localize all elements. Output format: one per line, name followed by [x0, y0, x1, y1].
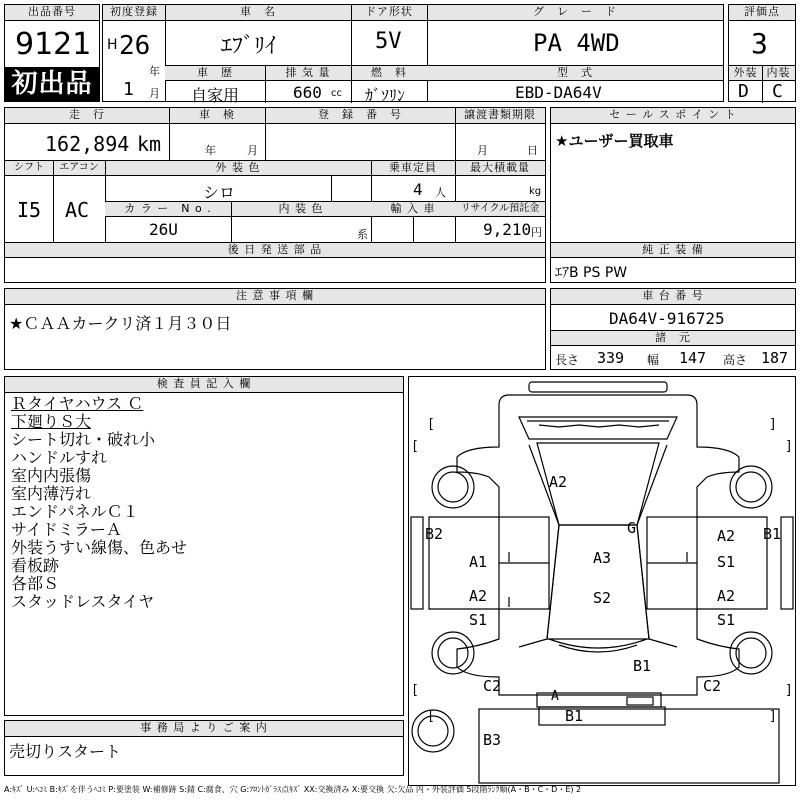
length-value: 339: [597, 349, 625, 367]
inspector-note: 下廻りＳ大: [11, 412, 92, 431]
recycle-value: 9,210: [483, 220, 532, 239]
recycle-unit: 円: [531, 226, 542, 239]
int-color-unit: 系: [357, 228, 368, 241]
inspector-note: 各部Ｓ: [11, 574, 60, 593]
mileage-unit: km: [137, 132, 162, 156]
lot-number-label: 出品番号: [5, 5, 99, 21]
damage-mark: B2: [425, 525, 444, 543]
shift-value: I5: [17, 198, 42, 222]
inspector-note: サイドミラーＡ: [11, 520, 122, 539]
shift-label: シフト: [5, 161, 53, 176]
bracket-right-low: ]: [769, 709, 777, 724]
aircon-label: エアコン: [53, 161, 105, 176]
displacement-unit: cc: [331, 88, 342, 99]
bracket-right-top: ]: [785, 439, 793, 454]
inspector-note: Ｒタイヤハウス Ｃ: [11, 394, 144, 413]
dims-label: 諸 元: [551, 331, 795, 346]
car-name: ｴﾌﾞﾘｲ: [221, 34, 277, 59]
width-label: 幅: [647, 353, 660, 367]
overall-score: 3: [751, 27, 768, 60]
inspector-label: 検 査 員 記 入 欄: [5, 377, 403, 393]
exterior-grade: D: [738, 81, 749, 102]
fuel-label: 燃 料: [351, 66, 427, 81]
bracket-left-low: [: [427, 709, 435, 724]
width-value: 147: [679, 349, 707, 367]
damage-mark: B3: [483, 731, 502, 749]
office-text: 売切りスタート: [9, 742, 122, 761]
later-parts-label: 後 日 発 送 部 品: [5, 243, 545, 258]
transfer-label: 譲渡書類期限: [455, 108, 545, 124]
first-reg-era: H: [107, 37, 118, 53]
color-no-label: カ ラ ー N o .: [105, 202, 231, 217]
lot-number: 9121: [15, 27, 92, 62]
transfer-month-unit: 月: [477, 144, 488, 157]
bracket-left-bottom: [: [411, 683, 419, 698]
grade-label: グ レ ー ド: [427, 5, 723, 21]
vehicle-history: 自家用: [191, 86, 240, 105]
damage-mark: G: [627, 519, 637, 537]
height-value: 187: [761, 349, 789, 367]
legend-text: A:ｷｽﾞ U:ﾍｺﾐ B:ｷｽﾞを伴うﾍｺﾐ P:要塗装 W:補修跡 S:錆 C:腐食、穴 G:ﾌﾛﾝﾄｶﾞﾗｽ点ｷｽﾞ XX:交換済み X:要交換 欠:欠品 内・外装評価 5段階ﾗﾝｸ順(A・B・C・D・E) 2: [4, 785, 582, 794]
vehicle-info-grid: [102, 4, 724, 105]
first-reg-month-unit: 月: [149, 87, 160, 100]
lot-number-box: [4, 4, 100, 102]
displacement: 660: [293, 83, 322, 102]
mileage-value: 162,894: [45, 132, 130, 156]
inspector-note: 室内内張傷: [11, 466, 92, 485]
model-type: EBD-DA64V: [515, 83, 602, 102]
bracket-right-mid: ]: [769, 417, 777, 432]
aircon-value: AC: [65, 198, 90, 222]
score-label: 評価点: [729, 5, 795, 21]
notes-box: [4, 288, 546, 370]
bracket-left-mid: [: [427, 417, 435, 432]
inspector-note: 室内薄汚れ: [11, 484, 92, 503]
height-label: 高さ: [723, 353, 748, 367]
mileage-grid: [4, 107, 546, 283]
grade: PA 4WD: [533, 29, 620, 57]
interior-label: 内装: [762, 66, 795, 81]
door-label: ドア形状: [351, 5, 427, 21]
damage-mark: S1: [717, 553, 736, 571]
capacity-label: 乗車定員: [371, 161, 455, 176]
inspector-notes-list: [11, 395, 187, 611]
damage-mark: A2: [549, 473, 568, 491]
damage-mark: B1: [565, 707, 584, 725]
genuine-equip-text: ｴｱB PS PW: [555, 265, 628, 281]
inspector-note: シート切れ・破れ小: [11, 430, 156, 449]
first-reg-year-unit: 年: [149, 65, 160, 78]
office-label: 事 務 局 よ り ご 案 内: [5, 721, 403, 737]
bracket-left-top: [: [411, 439, 419, 454]
chassis-no: DA64V-916725: [609, 309, 725, 328]
damage-diagram-box: [408, 376, 796, 786]
inspection-label: 車 検: [169, 108, 265, 124]
capacity-value: 4: [413, 180, 423, 199]
reg-no-label: 登 録 番 号: [265, 108, 455, 124]
length-label: 長さ: [555, 353, 580, 367]
sales-point-label: セ ー ル ス ポ イ ン ト: [551, 108, 795, 124]
ext-color-label: 外 装 色: [105, 161, 371, 176]
inspector-box: [4, 376, 404, 716]
damage-mark: C2: [703, 677, 722, 695]
notes-label: 注 意 事 項 欄: [5, 289, 545, 305]
damage-mark: A1: [469, 553, 488, 571]
car-name-label: 車 名: [165, 5, 351, 21]
damage-mark: C2: [483, 677, 502, 695]
inspection-month-unit: 月: [247, 144, 258, 157]
damage-mark: S1: [717, 611, 736, 629]
history-label: 車 歴: [165, 66, 265, 81]
car-diagram: [409, 377, 795, 785]
max-load-label: 最大積載量: [455, 161, 545, 176]
bracket-right-bottom: ]: [785, 683, 793, 698]
max-load-unit: kg: [529, 186, 542, 197]
damage-mark: B1: [633, 657, 652, 675]
mileage-label: 走 行: [5, 108, 169, 124]
sales-point-box: [550, 107, 796, 283]
genuine-equip-label: 純 正 装 備: [551, 243, 795, 258]
door-type: 5V: [375, 29, 402, 54]
inspector-note: ハンドルすれ: [11, 448, 108, 467]
import-label: 輸 入 車: [371, 202, 455, 217]
inspection-year-unit: 年: [205, 144, 216, 157]
model-type-label: 型 式: [427, 66, 723, 81]
inspector-note: エンドパネルＣ１: [11, 502, 139, 521]
first-reg-label: 初度登録: [103, 5, 165, 21]
damage-mark: B1: [763, 525, 782, 543]
inspector-note: スタッドレスタイヤ: [11, 592, 155, 611]
damage-mark: A2: [717, 527, 736, 545]
damage-mark: S2: [593, 589, 612, 607]
damage-mark: A: [551, 689, 559, 704]
first-reg-month: 1: [123, 79, 134, 100]
notes-text: ★ＣＡＡカークリ済１月３０日: [9, 314, 232, 333]
sales-point-text: ★ユーザー買取車: [555, 132, 674, 150]
score-box: [728, 4, 796, 102]
int-color-label: 内 装 色: [231, 202, 371, 217]
ext-color-value: シロ: [203, 183, 236, 202]
inspector-note: 看板跡: [11, 556, 60, 575]
damage-mark: A3: [593, 549, 612, 567]
exterior-label: 外装: [729, 66, 762, 81]
inspector-note: 外装うすい線傷、色あせ: [11, 538, 188, 557]
damage-mark: A2: [717, 587, 736, 605]
displacement-label: 排 気 量: [265, 66, 351, 81]
color-no-value: 26U: [149, 220, 178, 239]
office-box: [4, 720, 404, 776]
transfer-day-unit: 日: [527, 144, 538, 157]
interior-grade: C: [772, 81, 783, 102]
fuel: ｶﾞｿﾘﾝ: [365, 86, 406, 105]
damage-mark: S1: [469, 611, 488, 629]
first-listing-badge: 初出品: [5, 67, 99, 101]
capacity-unit: 人: [435, 186, 446, 199]
damage-mark: A2: [469, 587, 488, 605]
chassis-box: [550, 288, 796, 370]
recycle-label: リサイクル預託金: [455, 202, 545, 217]
first-reg-year: 26: [119, 31, 151, 61]
chassis-no-label: 車 台 番 号: [551, 289, 795, 305]
